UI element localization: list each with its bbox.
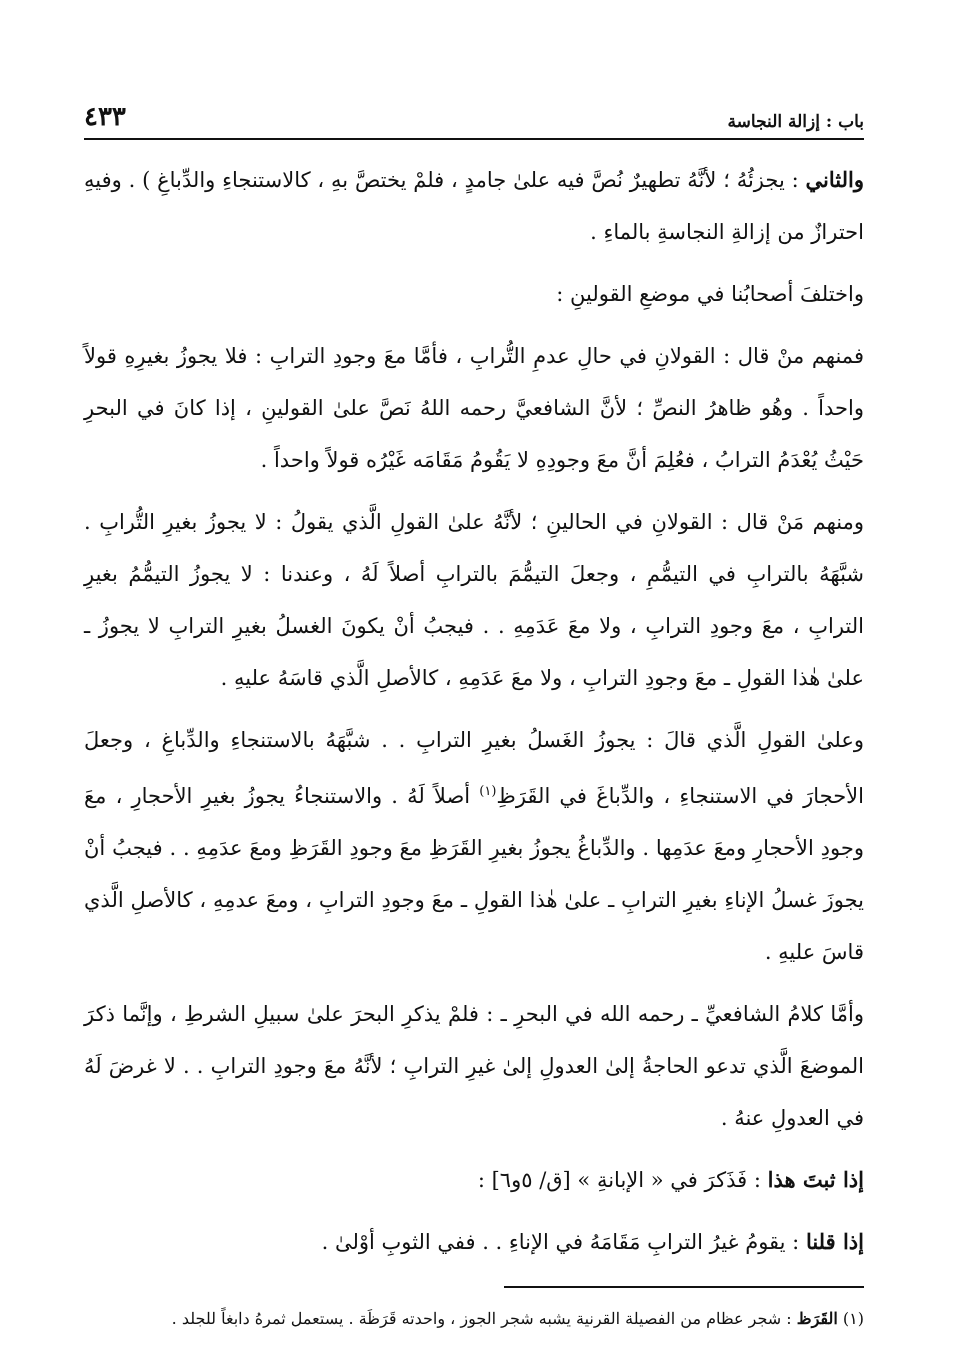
book-page (84, 96, 864, 1356)
chapter-title: باب : إزالة النجاسة (727, 112, 864, 132)
footnote-reference[interactable]: (١) (479, 784, 497, 799)
paragraph-text: فمنهم منْ قال : القولانِ في حالِ عدمِ التُّرابِ ، فأمَّا معَ وجودِ الترابِ : فلا يجوزُ بغيرِهِ قولاً واحداً . وهُو ظاهرُ النصِّ ؛ لأنَّ الشافعيَّ رحمه اللهُ نَصَّ علىٰ القولينِ ، إذا كانَ في البحرِ حَيْثُ يُعْدَمُ الترابُ ، فعُلِمَ أنَّ معَ وجودِهِ لا يَقُومُ مَقَامَه غَيْرُه قولاً واحداً . (84, 344, 864, 472)
footnote-rule (504, 1286, 864, 1288)
paragraph (84, 1216, 864, 1268)
paragraph (84, 496, 864, 704)
paragraph (84, 154, 864, 258)
paragraph (84, 988, 864, 1144)
footnote-text: : شجر عظام من الفصيلة القرنية يشبه شجر الجوز ، واحدته قَرَظَة . يستعمل ثمرهُ دابغاً للجلد . (171, 1309, 797, 1328)
paragraph-text: : فَذَكرَ في « الإبانةِ » [ق/ ٥و٦] : (477, 1168, 768, 1192)
paragraph (84, 714, 864, 978)
paragraph (84, 268, 864, 320)
footnote-term: القَرَظ (796, 1309, 838, 1328)
paragraph-text: ومنهم مَنْ قال : القولانِ في الحالينِ ؛ لأنَّهُ علىٰ القولِ الَّذي يقولُ : لا يجوزُ بغيرِ التُّرابِ . شبَّهَهُ بالترابِ في التيمُّمِ ، وجعلَ التيمُّمَ بالترابِ أصلاً لَهُ ، وعندنا : لا يجوزُ التيمُّمُ بغيرِ الترابِ ، معَ وجودِ الترابِ ، ولا معَ عَدَمِهِ . . فيجبُ أنْ يكونَ الغسلُ بغيرِ الترابِ لا يجوزُ ـ علىٰ هٰذا القولِ ـ معَ وجودِ الترابِ ، ولا معَ عَدَمِهِ ، كالأصلِ الَّذي قاسَهُ عليهِ . (84, 510, 864, 690)
paragraph (84, 1154, 864, 1206)
footnote-marker: (١) (842, 1309, 864, 1328)
paragraph-text: واختلفَ أصحابُنا في موضعِ القولينِ : (556, 282, 864, 306)
main-text (84, 154, 864, 1268)
paragraph-text: : يقومُ غيرُ الترابِ مَقَامَهُ في الإناءِ . . ففي الثوبِ أوْلىٰ . (321, 1230, 806, 1254)
page-number: ٤٣٣ (84, 102, 126, 132)
header-rule (84, 138, 864, 140)
paragraph-text: وأمَّا كلامُ الشافعيِّ ـ رحمه الله في البحرِ ـ : فلمْ يذكرِ البحرَ علىٰ سبيلِ الشرطِ ، وإنَّما ذكرَ الموضعَ الَّذي تدعو الحاجةُ إلىٰ العدولِ إلىٰ غيرِ الترابِ ؛ لأنَّهُ معَ وجودِ الترابِ . . لا غرضَ لَهُ في العدولِ عنهُ . (84, 1002, 864, 1130)
paragraph-text: وعلىٰ القولِ الَّذي قالَ : يجوزُ الغَسلُ بغيرِ الترابِ . . شبَّهَهُ بالاستنجاءِ والدِّباغِ ، وجعلَ الأحجارَ في الاستنجاءِ ، والدِّباغَ في القَرَظِ (84, 728, 864, 808)
footnote (84, 1304, 864, 1334)
paragraph-lead: والثاني (805, 167, 864, 192)
paragraph (84, 330, 864, 486)
paragraph-text: : يجزئُهُ ؛ لأنَّهُ تطهيرٌ نُصَّ فيه علىٰ جامدٍ ، فلمْ يختصَّ بهِ ، كالاستنجاءِ والدِّباغِ ) . وفيهِ احترازٌ من إزالةِ النجاسةِ بالماءِ . (84, 168, 864, 244)
paragraph-text: أصلاً لَهُ . والاستنجاءُ يجوزُ بغيرِ الأحجارِ ، معَ وجودِ الأحجارِ ومعَ عدَمِها . والدِّباغُ يجوزُ بغيرِ القَرَظِ معَ وجودِ القَرَظِ ومعَ عدَمِهِ . . فيجبُ أنْ يجوزَ غسلُ الإناءِ بغيرِ الترابِ ـ علىٰ هٰذا القولِ ـ معَ وجودِ الترابِ ، ومعَ عدمِهِ ، كالأصلِ الَّذي قاسَ عليهِ . (84, 784, 864, 964)
paragraph-lead: إذا ثبتَ هذا (767, 1167, 864, 1192)
paragraph-lead: إذا قلنا (805, 1229, 864, 1254)
running-header (84, 96, 864, 132)
